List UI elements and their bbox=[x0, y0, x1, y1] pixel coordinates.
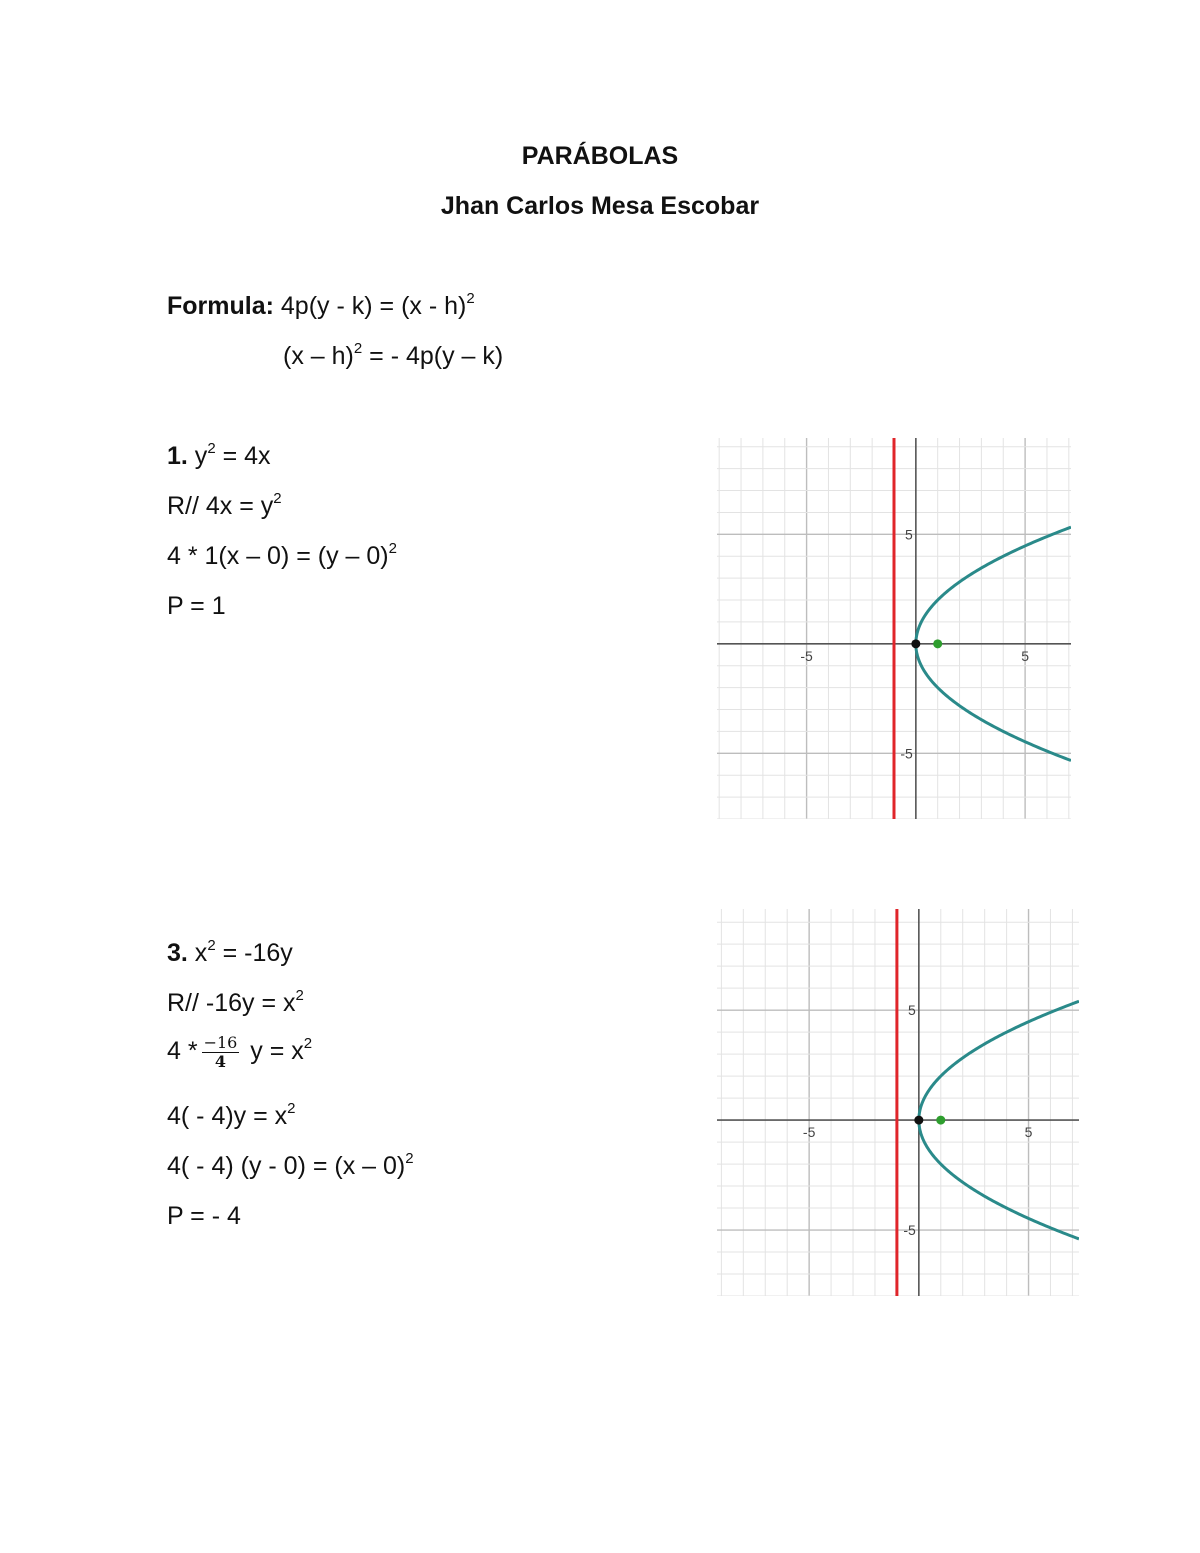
x-tick-label: 5 bbox=[1024, 1124, 1033, 1141]
formula-eq2-part2: = - 4p(y – k) bbox=[362, 342, 504, 370]
step-text: 4( - 4) (y - 0) = (x – 0) bbox=[167, 1152, 406, 1180]
step-text: R// -16y = x bbox=[167, 989, 296, 1017]
author-name: Jhan Carlos Mesa Escobar bbox=[440, 192, 760, 220]
fraction-numerator: −16 bbox=[203, 1033, 238, 1052]
formula-line-2 bbox=[283, 342, 503, 371]
formula-eq2-part1: (x – h) bbox=[283, 342, 354, 370]
step-text: 4 * 1(x – 0) = (y – 0) bbox=[167, 542, 389, 570]
fraction-denominator: 4 bbox=[214, 1052, 227, 1071]
focus-point bbox=[936, 1116, 945, 1125]
vertex-point bbox=[911, 639, 920, 648]
problem3-step-5 bbox=[167, 1202, 241, 1231]
fraction bbox=[202, 1034, 240, 1071]
problem3-step-4 bbox=[167, 1152, 414, 1181]
problem3-eq-a: x bbox=[187, 939, 208, 967]
problem3-eq-b: = -16y bbox=[215, 939, 293, 967]
parabola-graph-1 bbox=[717, 438, 1071, 819]
step-text: R// 4x = y bbox=[167, 492, 274, 520]
problem1-step-1 bbox=[167, 492, 282, 521]
problem1-number: 1. bbox=[167, 442, 188, 470]
x-tick-label: -5 bbox=[802, 1124, 816, 1141]
step-text: P = 1 bbox=[167, 592, 226, 620]
formula-label: Formula: bbox=[167, 292, 274, 320]
y-tick-label: -5 bbox=[903, 1222, 916, 1239]
step-exp: 2 bbox=[287, 1100, 296, 1117]
formula-eq2-exp: 2 bbox=[353, 340, 363, 357]
focus-point bbox=[933, 639, 942, 648]
problem1-eq-b: = 4x bbox=[215, 442, 271, 470]
formula-line-1 bbox=[167, 292, 475, 321]
step-exp: 2 bbox=[303, 1035, 313, 1053]
y-tick-label: 5 bbox=[908, 1002, 916, 1019]
step-text: P = - 4 bbox=[167, 1202, 241, 1230]
problem1-step-2 bbox=[167, 542, 397, 571]
step-text: 4( - 4)y = x bbox=[167, 1102, 288, 1130]
x-tick-label: -5 bbox=[800, 647, 813, 664]
step-exp: 2 bbox=[295, 987, 304, 1004]
problem1-step-3 bbox=[167, 592, 226, 621]
problem3-step-3 bbox=[167, 1102, 296, 1131]
y-tick-label: -5 bbox=[900, 745, 913, 762]
formula-eq1: 4p(y - k) = (x - h) bbox=[280, 292, 467, 320]
problem3-eq-exp: 2 bbox=[207, 937, 216, 954]
step-exp: 2 bbox=[405, 1150, 414, 1167]
document-title: PARÁBOLAS bbox=[521, 142, 679, 170]
step-exp: 2 bbox=[273, 490, 282, 507]
problem1-statement bbox=[167, 442, 271, 471]
formula-eq1-exp: 2 bbox=[466, 290, 475, 307]
problem3-number: 3. bbox=[167, 939, 188, 967]
step-exp: 2 bbox=[388, 540, 397, 557]
y-tick-label: 5 bbox=[905, 526, 913, 543]
problem3-step-1 bbox=[167, 989, 304, 1018]
x-tick-label: 5 bbox=[1021, 647, 1030, 664]
problem1-eq-exp: 2 bbox=[207, 440, 216, 457]
step-suffix: y = x bbox=[243, 1037, 304, 1066]
problem3-step-2 bbox=[167, 1034, 312, 1071]
problem3-statement bbox=[167, 939, 293, 968]
problem1-eq-a: y bbox=[187, 442, 208, 470]
vertex-point bbox=[914, 1116, 923, 1125]
parabola-graph-2 bbox=[717, 909, 1079, 1296]
step-prefix: 4 * bbox=[167, 1037, 198, 1066]
